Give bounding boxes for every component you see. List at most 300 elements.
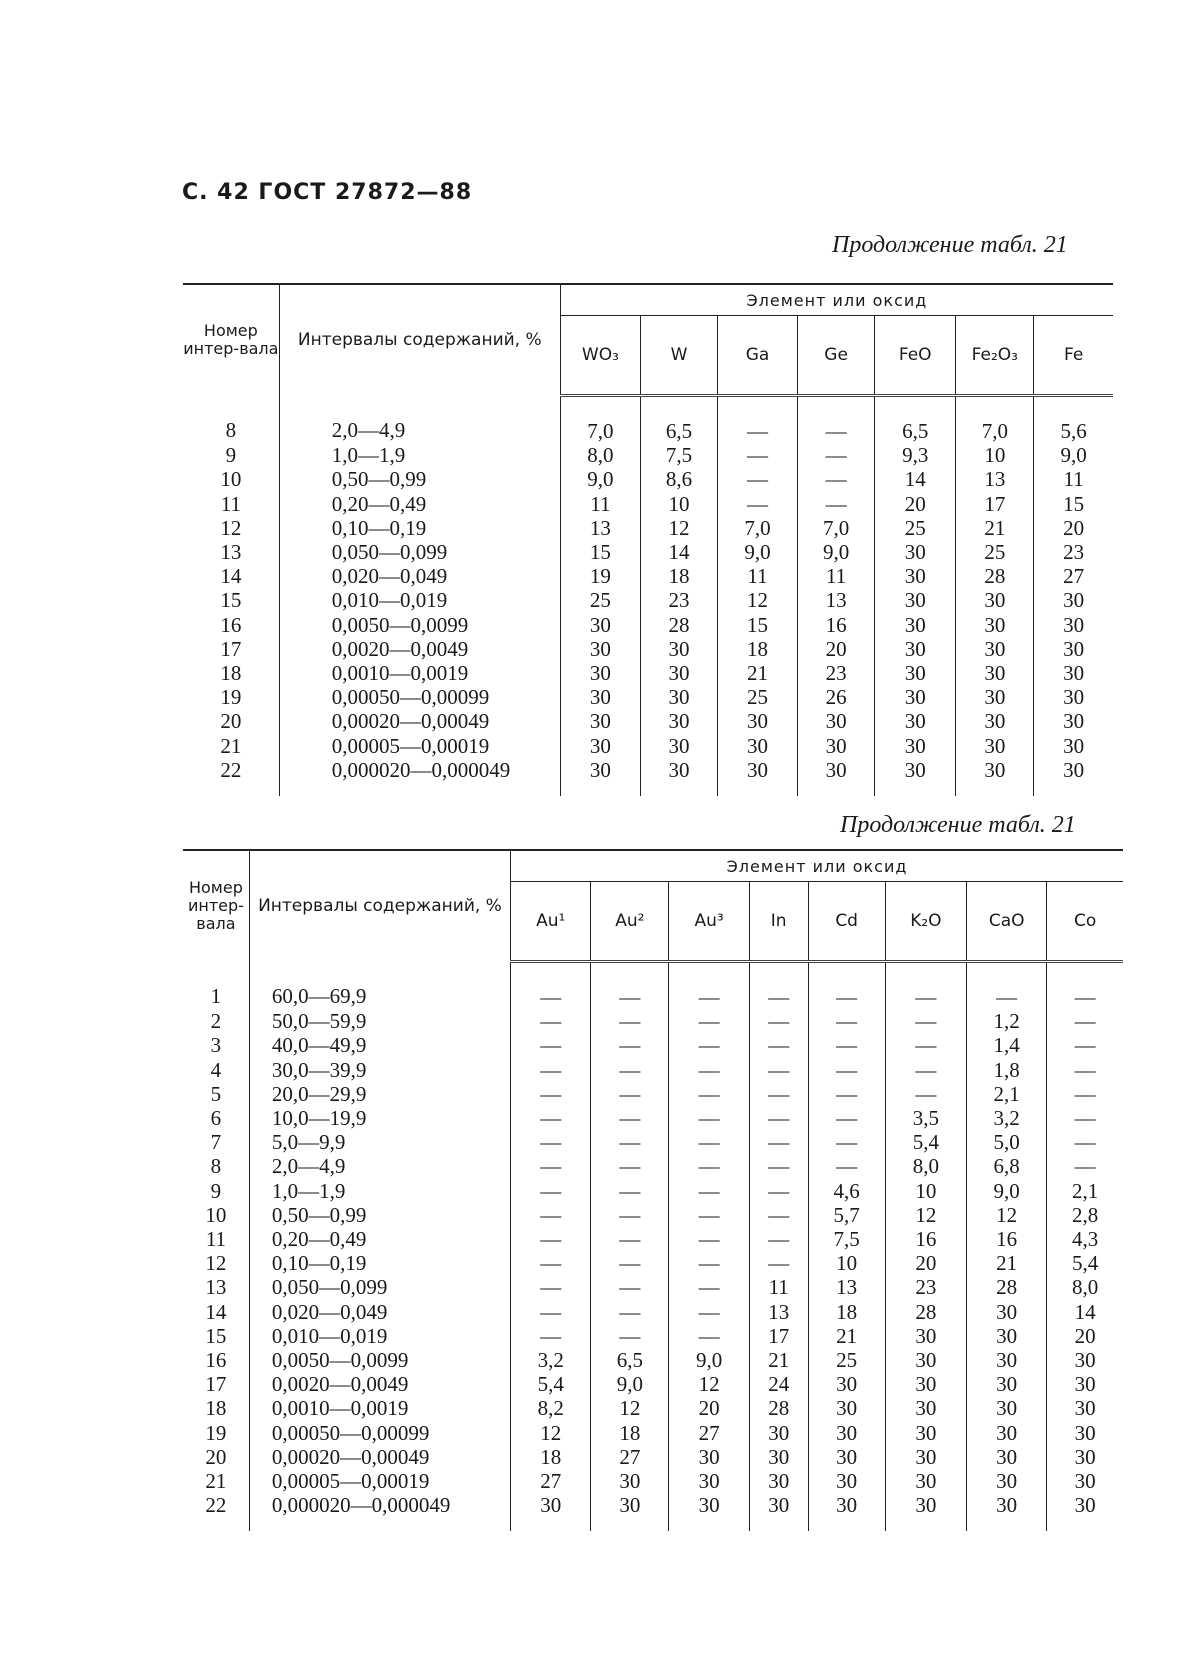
table-row bbox=[183, 962, 1123, 1010]
table-row bbox=[183, 1106, 1123, 1130]
value-cell: — bbox=[591, 1058, 669, 1082]
interval-number: 7 bbox=[210, 1130, 222, 1155]
table-row bbox=[183, 1251, 1123, 1275]
interval-range: 1,0—1,9 bbox=[249, 1179, 510, 1203]
value-cell: 13 bbox=[956, 467, 1034, 491]
interval-range: 0,0010—0,0019 bbox=[249, 1396, 510, 1420]
value-cell: — bbox=[511, 1058, 591, 1082]
interval-header: Интервалы содержаний, % bbox=[279, 284, 560, 396]
value-cell: 30 bbox=[641, 661, 718, 685]
value-cell: — bbox=[717, 467, 797, 491]
interval-number: 5 bbox=[210, 1081, 222, 1106]
value-cell: 28 bbox=[956, 564, 1034, 588]
interval-number: 12 bbox=[220, 515, 242, 540]
interval-range: 10,0—19,9 bbox=[249, 1106, 510, 1130]
table1 bbox=[183, 283, 1113, 796]
interval-range: 0,50—0,99 bbox=[279, 467, 560, 491]
table-row bbox=[183, 1469, 1123, 1493]
interval-range: 50,0—59,9 bbox=[249, 1009, 510, 1033]
column-header: Au¹ bbox=[511, 882, 591, 962]
value-cell: 8,0 bbox=[560, 443, 640, 467]
value-cell: — bbox=[808, 1154, 885, 1178]
interval-number: 6 bbox=[210, 1106, 222, 1131]
value-cell: 7,5 bbox=[641, 443, 718, 467]
interval-range: 0,0050—0,0099 bbox=[249, 1348, 510, 1372]
interval-range: 0,0010—0,0019 bbox=[279, 661, 560, 685]
interval-range: 0,010—0,019 bbox=[249, 1324, 510, 1348]
column-header: Fe bbox=[1034, 316, 1113, 396]
value-cell: 30 bbox=[560, 661, 640, 685]
table2-caption: Продолжение табл. 21 bbox=[840, 812, 1076, 838]
value-cell: 30 bbox=[956, 613, 1034, 637]
value-cell: 30 bbox=[956, 637, 1034, 661]
interval-number: 10 bbox=[220, 467, 242, 492]
value-cell: 7,0 bbox=[956, 396, 1034, 444]
table-row bbox=[183, 1009, 1123, 1033]
value-cell: 30 bbox=[749, 1421, 808, 1445]
value-cell: 23 bbox=[641, 588, 718, 612]
table-row bbox=[183, 540, 1113, 564]
value-cell: 1,2 bbox=[967, 1009, 1047, 1033]
value-cell: — bbox=[808, 1058, 885, 1082]
interval-range: 0,10—0,19 bbox=[279, 516, 560, 540]
value-cell: 30 bbox=[885, 1372, 966, 1396]
interval-range: 0,050—0,099 bbox=[249, 1275, 510, 1299]
value-cell: 30 bbox=[875, 661, 956, 685]
interval-number: 17 bbox=[205, 1372, 227, 1397]
number-header: Номер интер-вала bbox=[183, 284, 279, 396]
value-cell: 3,5 bbox=[885, 1106, 966, 1130]
interval-number: 1 bbox=[210, 983, 222, 1008]
interval-range: 0,00005—0,00019 bbox=[279, 734, 560, 758]
interval-range: 40,0—49,9 bbox=[249, 1033, 510, 1057]
value-cell: 30 bbox=[885, 1445, 966, 1469]
value-cell: 30 bbox=[956, 709, 1034, 733]
value-cell: — bbox=[669, 1251, 749, 1275]
table-row bbox=[183, 1179, 1123, 1203]
column-header: Ge bbox=[798, 316, 875, 396]
value-cell: 28 bbox=[749, 1396, 808, 1420]
column-header: Cd bbox=[808, 882, 885, 962]
value-cell: 30 bbox=[1063, 636, 1085, 661]
value-cell: 4,3 bbox=[1072, 1227, 1099, 1252]
value-cell: 2,8 bbox=[1072, 1202, 1099, 1227]
value-cell: — bbox=[967, 962, 1047, 1010]
interval-range: 0,20—0,49 bbox=[279, 492, 560, 516]
column-header: CaO bbox=[967, 882, 1047, 962]
value-cell: 14 bbox=[875, 467, 956, 491]
value-cell: — bbox=[885, 1009, 966, 1033]
value-cell: 30 bbox=[1074, 1348, 1096, 1373]
table-row bbox=[183, 1445, 1123, 1469]
value-cell: 30 bbox=[591, 1493, 669, 1531]
value-cell: 11 bbox=[1063, 467, 1084, 492]
column-header: Au³ bbox=[669, 882, 749, 962]
table2 bbox=[183, 849, 1123, 1531]
value-cell: 27 bbox=[511, 1469, 591, 1493]
value-cell: — bbox=[1074, 1130, 1096, 1155]
table-row bbox=[183, 685, 1113, 709]
value-cell: 20 bbox=[669, 1396, 749, 1420]
table-row bbox=[183, 443, 1113, 467]
table-row bbox=[183, 1154, 1123, 1178]
value-cell: 13 bbox=[749, 1300, 808, 1324]
value-cell: 9,0 bbox=[669, 1348, 749, 1372]
value-cell: 16 bbox=[885, 1227, 966, 1251]
value-cell: — bbox=[808, 962, 885, 1010]
column-header: Co bbox=[1047, 882, 1123, 962]
column-header: K₂O bbox=[885, 882, 966, 962]
value-cell: — bbox=[798, 492, 875, 516]
value-cell: 12 bbox=[591, 1396, 669, 1420]
value-cell: — bbox=[511, 1203, 591, 1227]
value-cell: 12 bbox=[641, 516, 718, 540]
table1-caption: Продолжение табл. 21 bbox=[832, 232, 1068, 258]
value-cell: 26 bbox=[798, 685, 875, 709]
value-cell: 30 bbox=[967, 1324, 1047, 1348]
value-cell: 28 bbox=[641, 613, 718, 637]
value-cell: 30 bbox=[885, 1324, 966, 1348]
value-cell: 25 bbox=[808, 1348, 885, 1372]
value-cell: 30 bbox=[1063, 733, 1085, 758]
value-cell: 27 bbox=[669, 1421, 749, 1445]
value-cell: — bbox=[669, 1300, 749, 1324]
value-cell: 15 bbox=[1063, 491, 1085, 516]
value-cell: 30 bbox=[967, 1300, 1047, 1324]
interval-range: 0,10—0,19 bbox=[249, 1251, 510, 1275]
column-header: In bbox=[749, 882, 808, 962]
value-cell: — bbox=[511, 1130, 591, 1154]
value-cell: 18 bbox=[641, 564, 718, 588]
value-cell: 30 bbox=[1063, 588, 1085, 613]
table-row bbox=[183, 1275, 1123, 1299]
value-cell: — bbox=[669, 1154, 749, 1178]
value-cell: 12 bbox=[511, 1421, 591, 1445]
value-cell: 30 bbox=[885, 1348, 966, 1372]
table-row bbox=[183, 1082, 1123, 1106]
value-cell: 27 bbox=[1063, 564, 1085, 589]
value-cell: 30 bbox=[717, 734, 797, 758]
interval-number: 13 bbox=[205, 1275, 227, 1300]
value-cell: — bbox=[798, 443, 875, 467]
value-cell: 25 bbox=[560, 588, 640, 612]
value-cell: 9,0 bbox=[798, 540, 875, 564]
value-cell: 6,5 bbox=[591, 1348, 669, 1372]
interval-range: 5,0—9,9 bbox=[249, 1130, 510, 1154]
table-row bbox=[183, 492, 1113, 516]
value-cell: — bbox=[511, 1009, 591, 1033]
value-cell: 30 bbox=[875, 685, 956, 709]
value-cell: — bbox=[669, 1130, 749, 1154]
value-cell: — bbox=[511, 1227, 591, 1251]
value-cell: — bbox=[591, 1130, 669, 1154]
interval-number: 21 bbox=[205, 1469, 227, 1494]
table-row bbox=[183, 758, 1113, 796]
value-cell: — bbox=[511, 1082, 591, 1106]
value-cell: 18 bbox=[591, 1421, 669, 1445]
value-cell: 30 bbox=[808, 1396, 885, 1420]
interval-number: 11 bbox=[205, 1227, 227, 1252]
element-group-header: Элемент или оксид bbox=[560, 284, 1113, 316]
interval-number: 4 bbox=[210, 1057, 222, 1082]
value-cell: — bbox=[717, 443, 797, 467]
table-row bbox=[183, 396, 1113, 444]
value-cell: — bbox=[669, 1058, 749, 1082]
value-cell: 30 bbox=[875, 588, 956, 612]
value-cell: — bbox=[591, 1324, 669, 1348]
value-cell: — bbox=[1074, 1057, 1096, 1082]
value-cell: 20 bbox=[1063, 515, 1085, 540]
value-cell: — bbox=[669, 1106, 749, 1130]
value-cell: 25 bbox=[717, 685, 797, 709]
value-cell: — bbox=[808, 1033, 885, 1057]
value-cell: — bbox=[749, 1058, 808, 1082]
value-cell: 5,7 bbox=[808, 1203, 885, 1227]
value-cell: 20 bbox=[885, 1251, 966, 1275]
value-cell: 21 bbox=[967, 1251, 1047, 1275]
value-cell: — bbox=[591, 1203, 669, 1227]
value-cell: 14 bbox=[1074, 1299, 1096, 1324]
interval-number: 22 bbox=[220, 757, 242, 782]
value-cell: 30 bbox=[967, 1372, 1047, 1396]
value-cell: 30 bbox=[749, 1493, 808, 1531]
interval-number: 10 bbox=[205, 1202, 227, 1227]
value-cell: — bbox=[591, 1106, 669, 1130]
interval-number: 20 bbox=[220, 709, 242, 734]
interval-number: 16 bbox=[220, 612, 242, 637]
value-cell: — bbox=[885, 1082, 966, 1106]
interval-number: 8 bbox=[210, 1154, 222, 1179]
value-cell: 30 bbox=[808, 1493, 885, 1531]
value-cell: 30 bbox=[560, 709, 640, 733]
value-cell: 9,0 bbox=[967, 1179, 1047, 1203]
table-row bbox=[183, 613, 1113, 637]
value-cell: 30 bbox=[560, 734, 640, 758]
value-cell: — bbox=[591, 1300, 669, 1324]
value-cell: 30 bbox=[511, 1493, 591, 1531]
interval-range: 0,00005—0,00019 bbox=[249, 1469, 510, 1493]
interval-range: 0,0050—0,0099 bbox=[279, 613, 560, 637]
value-cell: 30 bbox=[641, 637, 718, 661]
interval-range: 0,010—0,019 bbox=[279, 588, 560, 612]
table-row bbox=[183, 1300, 1123, 1324]
value-cell: 10 bbox=[885, 1179, 966, 1203]
value-cell: — bbox=[511, 962, 591, 1010]
value-cell: 30 bbox=[875, 564, 956, 588]
interval-number: 20 bbox=[205, 1444, 227, 1469]
value-cell: — bbox=[808, 1106, 885, 1130]
value-cell: 15 bbox=[560, 540, 640, 564]
value-cell: — bbox=[591, 1154, 669, 1178]
value-cell: — bbox=[669, 962, 749, 1010]
value-cell: — bbox=[511, 1033, 591, 1057]
table-row bbox=[183, 1130, 1123, 1154]
value-cell: — bbox=[749, 1227, 808, 1251]
value-cell: — bbox=[591, 1227, 669, 1251]
value-cell: — bbox=[749, 1130, 808, 1154]
value-cell: 30 bbox=[956, 734, 1034, 758]
interval-range: 0,050—0,099 bbox=[279, 540, 560, 564]
value-cell: 30 bbox=[717, 709, 797, 733]
value-cell: 30 bbox=[1063, 612, 1085, 637]
value-cell: — bbox=[749, 1033, 808, 1057]
value-cell: — bbox=[749, 1179, 808, 1203]
value-cell: 30 bbox=[808, 1445, 885, 1469]
table-row bbox=[183, 1493, 1123, 1531]
value-cell: — bbox=[669, 1009, 749, 1033]
value-cell: — bbox=[591, 1009, 669, 1033]
number-header: Номер интер-вала bbox=[183, 850, 249, 962]
element-group-header: Элемент или оксид bbox=[511, 850, 1123, 882]
interval-number: 12 bbox=[205, 1251, 227, 1276]
value-cell: — bbox=[808, 1130, 885, 1154]
value-cell: 30 bbox=[560, 758, 640, 796]
interval-range: 60,0—69,9 bbox=[249, 962, 510, 1010]
value-cell: 30 bbox=[1063, 661, 1085, 686]
value-cell: 30 bbox=[1063, 685, 1085, 710]
value-cell: 30 bbox=[1074, 1396, 1096, 1421]
interval-range: 1,0—1,9 bbox=[279, 443, 560, 467]
value-cell: 30 bbox=[1074, 1444, 1096, 1469]
column-header: WO₃ bbox=[560, 316, 640, 396]
interval-number: 17 bbox=[220, 636, 242, 661]
interval-range: 0,20—0,49 bbox=[249, 1227, 510, 1251]
value-cell: 16 bbox=[967, 1227, 1047, 1251]
column-header: FeO bbox=[875, 316, 956, 396]
interval-range: 2,0—4,9 bbox=[249, 1154, 510, 1178]
table-row bbox=[183, 1203, 1123, 1227]
value-cell: 14 bbox=[641, 540, 718, 564]
value-cell: 8,0 bbox=[1072, 1275, 1099, 1300]
table1-body bbox=[183, 396, 1113, 797]
value-cell: — bbox=[717, 396, 797, 444]
value-cell: 13 bbox=[560, 516, 640, 540]
value-cell: 30 bbox=[956, 588, 1034, 612]
value-cell: 24 bbox=[749, 1372, 808, 1396]
value-cell: 30 bbox=[967, 1348, 1047, 1372]
value-cell: 9,3 bbox=[875, 443, 956, 467]
value-cell: 30 bbox=[967, 1493, 1047, 1531]
column-header: Au² bbox=[591, 882, 669, 962]
value-cell: 30 bbox=[808, 1372, 885, 1396]
value-cell: 21 bbox=[717, 661, 797, 685]
value-cell: 30 bbox=[885, 1421, 966, 1445]
value-cell: — bbox=[749, 1009, 808, 1033]
value-cell: 30 bbox=[560, 685, 640, 709]
table-row bbox=[183, 1421, 1123, 1445]
interval-number: 18 bbox=[220, 661, 242, 686]
value-cell: 8,2 bbox=[511, 1396, 591, 1420]
interval-range: 20,0—29,9 bbox=[249, 1082, 510, 1106]
value-cell: — bbox=[669, 1275, 749, 1299]
value-cell: — bbox=[1074, 1106, 1096, 1131]
value-cell: 30 bbox=[967, 1469, 1047, 1493]
value-cell: — bbox=[511, 1251, 591, 1275]
interval-range: 0,020—0,049 bbox=[279, 564, 560, 588]
value-cell: — bbox=[591, 1082, 669, 1106]
value-cell: 7,0 bbox=[560, 396, 640, 444]
table-row bbox=[183, 1348, 1123, 1372]
value-cell: — bbox=[1074, 985, 1096, 1009]
value-cell: 23 bbox=[1063, 540, 1085, 565]
interval-number: 14 bbox=[205, 1299, 227, 1324]
value-cell: 30 bbox=[1074, 1469, 1096, 1494]
interval-range: 0,000020—0,000049 bbox=[279, 758, 560, 796]
value-cell: 16 bbox=[798, 613, 875, 637]
value-cell: 5,4 bbox=[885, 1130, 966, 1154]
value-cell: 25 bbox=[956, 540, 1034, 564]
value-cell: — bbox=[1074, 1009, 1096, 1034]
value-cell: — bbox=[885, 962, 966, 1010]
value-cell: 11 bbox=[798, 564, 875, 588]
value-cell: — bbox=[749, 1251, 808, 1275]
interval-header: Интервалы содержаний, % bbox=[249, 850, 510, 962]
value-cell: — bbox=[669, 1082, 749, 1106]
interval-number: 3 bbox=[210, 1033, 222, 1058]
value-cell: 4,6 bbox=[808, 1179, 885, 1203]
value-cell: — bbox=[511, 1179, 591, 1203]
value-cell: — bbox=[1074, 1033, 1096, 1058]
value-cell: 3,2 bbox=[967, 1106, 1047, 1130]
interval-range: 0,0020—0,0049 bbox=[279, 637, 560, 661]
value-cell: 30 bbox=[798, 758, 875, 796]
value-cell: 11 bbox=[717, 564, 797, 588]
value-cell: 13 bbox=[808, 1275, 885, 1299]
column-header: Ga bbox=[717, 316, 797, 396]
value-cell: — bbox=[511, 1300, 591, 1324]
interval-number: 9 bbox=[210, 1178, 222, 1203]
value-cell: — bbox=[798, 467, 875, 491]
value-cell: — bbox=[1074, 1081, 1096, 1106]
value-cell: 8,0 bbox=[885, 1154, 966, 1178]
value-cell: 20 bbox=[798, 637, 875, 661]
value-cell: 5,4 bbox=[511, 1372, 591, 1396]
interval-range: 0,020—0,049 bbox=[249, 1300, 510, 1324]
value-cell: — bbox=[591, 962, 669, 1010]
value-cell: 30 bbox=[798, 734, 875, 758]
value-cell: — bbox=[669, 1227, 749, 1251]
value-cell: — bbox=[749, 1082, 808, 1106]
value-cell: 2,1 bbox=[1072, 1178, 1099, 1203]
interval-range: 0,000020—0,000049 bbox=[249, 1493, 510, 1531]
value-cell: 19 bbox=[560, 564, 640, 588]
value-cell: 7,0 bbox=[717, 516, 797, 540]
interval-number: 9 bbox=[225, 443, 237, 468]
value-cell: 15 bbox=[717, 613, 797, 637]
value-cell: 9,0 bbox=[1060, 443, 1087, 468]
column-header: Fe₂O₃ bbox=[956, 316, 1034, 396]
value-cell: 30 bbox=[669, 1445, 749, 1469]
table-row bbox=[183, 1372, 1123, 1396]
interval-range: 0,00050—0,00099 bbox=[249, 1421, 510, 1445]
interval-number: 2 bbox=[210, 1009, 222, 1034]
value-cell: 18 bbox=[717, 637, 797, 661]
value-cell: — bbox=[885, 1033, 966, 1057]
value-cell: — bbox=[591, 1179, 669, 1203]
interval-number: 11 bbox=[220, 491, 241, 516]
table-row bbox=[183, 1324, 1123, 1348]
interval-number: 19 bbox=[220, 685, 242, 710]
value-cell: 30 bbox=[749, 1469, 808, 1493]
value-cell: 30 bbox=[967, 1445, 1047, 1469]
value-cell: 12 bbox=[967, 1203, 1047, 1227]
value-cell: 30 bbox=[956, 661, 1034, 685]
interval-number: 16 bbox=[205, 1348, 227, 1373]
page-header: С. 42 ГОСТ 27872—88 bbox=[182, 180, 473, 205]
interval-number: 18 bbox=[205, 1396, 227, 1421]
value-cell: 30 bbox=[669, 1493, 749, 1531]
column-header: W bbox=[641, 316, 718, 396]
